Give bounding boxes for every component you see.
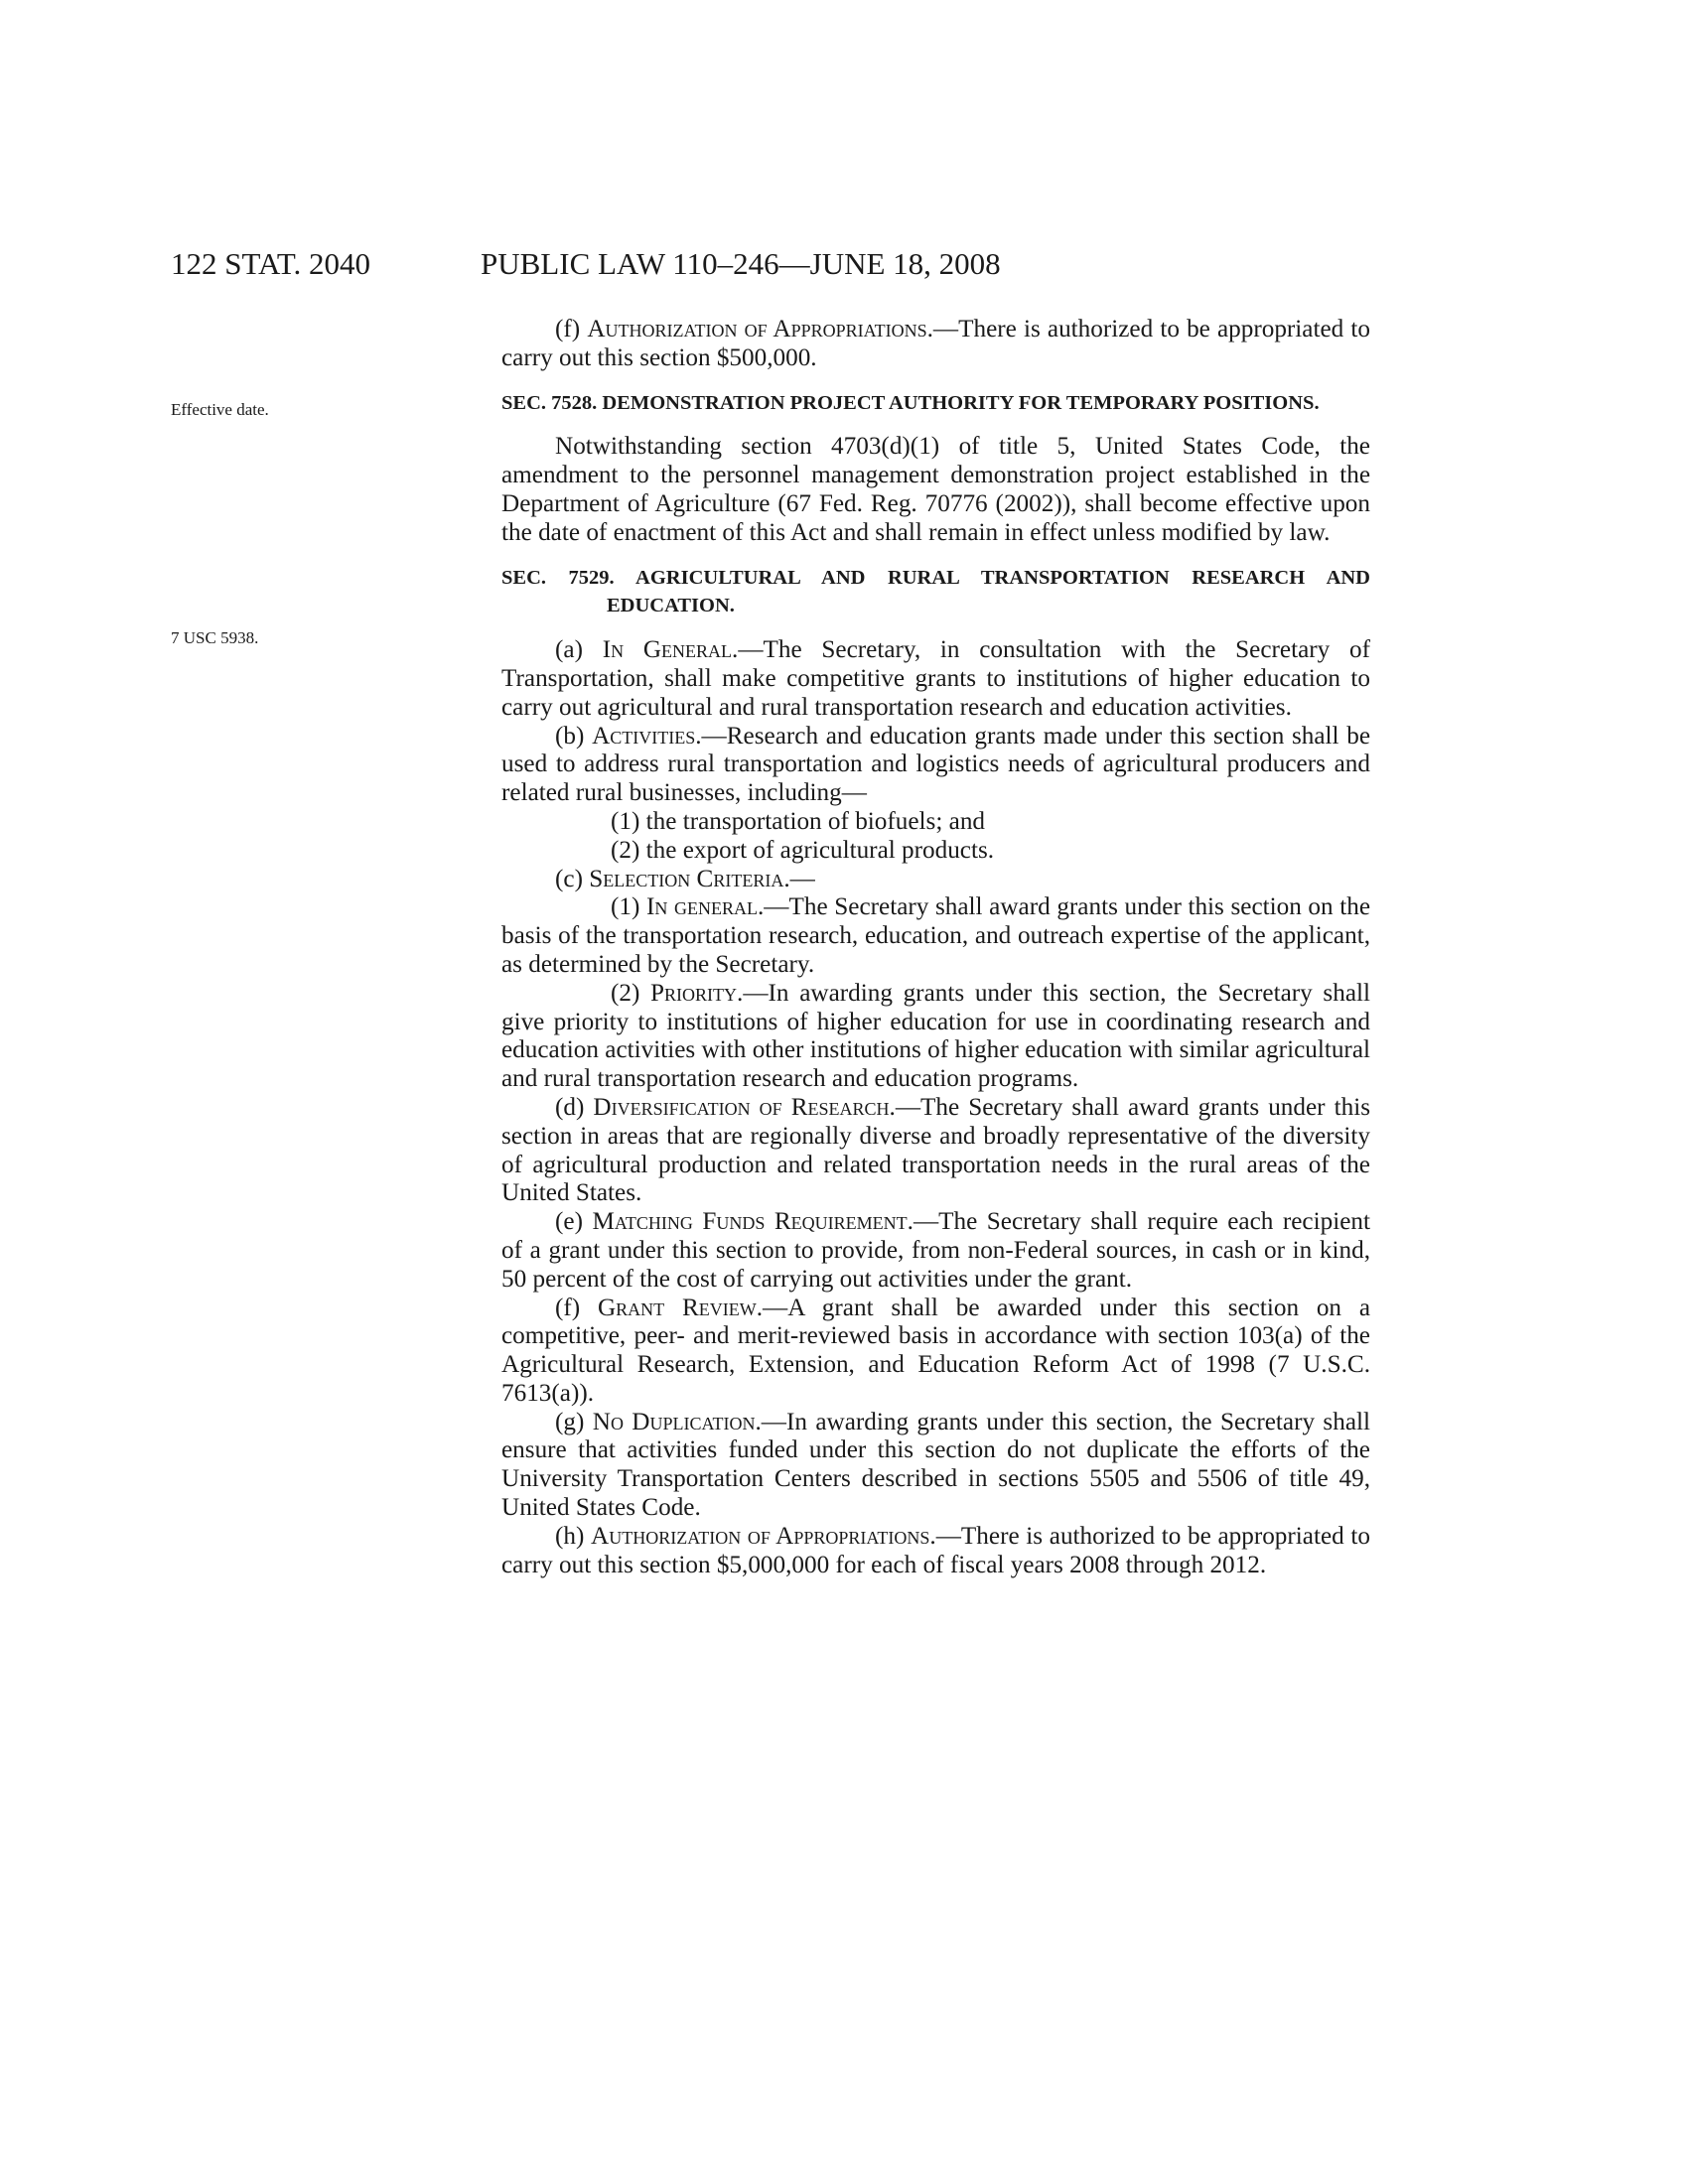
stat-reference: 122 STAT. 2040	[171, 246, 371, 281]
subsection-h: (h) Authorization of Appropriations.—There is authorized to be appropriated to carry out this section $5,000,000 for each of fiscal years 2008 through 2012.	[501, 1522, 1370, 1578]
margin-note-usc-citation: 7 USC 5938.	[171, 628, 259, 647]
subsection-d: (d) Diversification of Research.—The Secretary shall award grants under this section in areas that are regionally diverse and broadly representative of the diversity of agricultural production and related transportation needs in the rural areas of the United States.	[501, 1093, 1370, 1207]
law-title: PUBLIC LAW 110–246—JUNE 18, 2008	[481, 246, 1001, 281]
paragraph-b2: (2) the export of agricultural products.	[611, 836, 995, 864]
paragraph-c2: (2) Priority.—In awarding grants under this section, the Secretary shall give priority to institutions of higher education for use in coordinating research and education activities with other institutions of higher education with similar agricultural and rural transportation research and education programs.	[501, 979, 1370, 1093]
paragraph-b1: (1) the transportation of biofuels; and	[611, 807, 986, 835]
subsection-c: (c) Selection Criteria.—	[555, 865, 815, 892]
section-7528-text: Notwithstanding section 4703(d)(1) of title 5, United States Code, the amendment to the personnel management demonstration project established in the Department of Agriculture (67 Fed. Reg. 70776 (2002)), shall become effective upon the date of enactment of this Act and shall remain in effect unless modified by law.	[501, 433, 1370, 546]
subsection-g: (g) No Duplication.—In awarding grants under this section, the Secretary shall ensure that activities funded under this section do not duplicate the efforts of the University Transportation Centers described in sections 5505 and 5506 of title 49, United States Code.	[501, 1408, 1371, 1522]
margin-note-effective-date: Effective date.	[171, 400, 269, 419]
subsection-f: (f) Grant Review.—A grant shall be awarded under this section on a competitive, peer- and merit-reviewed basis in accordance with section 103(a) of the Agricultural Research, Extension, and Education Reform Act of 1998 (7 U.S.C. 7613(a)).	[501, 1294, 1371, 1407]
subsection-b: (b) Activities.—Research and education grants made under this section shall be used to address rural transportation and logistics needs of agricultural producers and related rural businesses, including—	[501, 722, 1370, 807]
document-body	[501, 316, 1370, 1579]
subsection-a: (a) In General.—The Secretary, in consultation with the Secretary of Transportation, shall make competitive grants to institutions of higher education to carry out agricultural and rural transportation research and education activities.	[501, 636, 1370, 721]
section-7528-heading: SEC. 7528. DEMONSTRATION PROJECT AUTHORITY FOR TEMPORARY POSITIONS.	[501, 391, 1320, 414]
subsection-f-previous: (f) Authorization of Appropriations.—There is authorized to be appropriated to carry out this section $500,000.	[501, 316, 1370, 371]
subsection-e: (e) Matching Funds Requirement.—The Secretary shall require each recipient of a grant under this section to provide, from non-Federal sources, in cash or in kind, 50 percent of the cost of carrying out activities under the grant.	[501, 1208, 1370, 1293]
page-header	[171, 246, 1370, 296]
paragraph-c1: (1) In general.—The Secretary shall award grants under this section on the basis of the transportation research, education, and outreach expertise of the applicant, as determined by the Secretary.	[501, 893, 1371, 978]
section-7529-heading: SEC. 7529. AGRICULTURAL AND RURAL TRANSPORTATION RESEARCH AND EDUCATION.	[501, 566, 1370, 617]
